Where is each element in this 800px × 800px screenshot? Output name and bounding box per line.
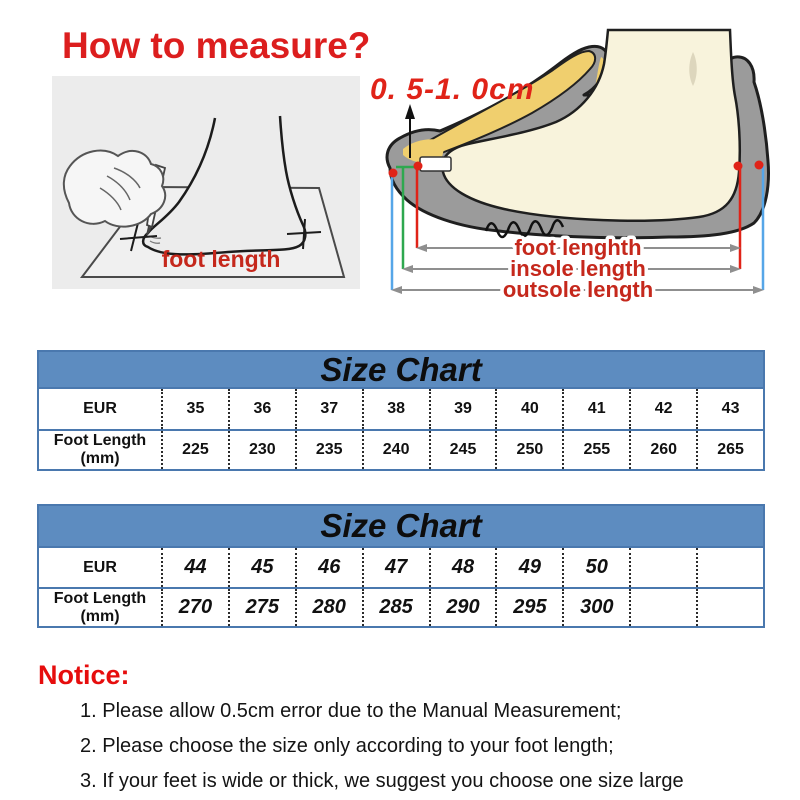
notice-item: 3. If your feet is wide or thick, we suggest you choose one size large bbox=[80, 770, 684, 792]
size-cell: 38 bbox=[362, 389, 429, 429]
insole-length-dimension-label: insole length bbox=[510, 256, 646, 281]
row-label: EUR bbox=[83, 558, 117, 576]
page-title: How to measure? bbox=[62, 25, 371, 66]
row-label: Foot Length (mm) bbox=[53, 432, 147, 467]
eur-row bbox=[39, 548, 763, 587]
size-cell: 44 bbox=[161, 548, 228, 587]
length-cell: 225 bbox=[161, 431, 228, 469]
size-cell: 42 bbox=[629, 389, 696, 429]
length-cell: 265 bbox=[696, 431, 763, 469]
notice-item: 1. Please allow 0.5cm error due to the Manual Measurement; bbox=[80, 700, 622, 722]
eur-row bbox=[39, 389, 763, 429]
outsole-length-dimension-label: outsole length bbox=[502, 277, 654, 302]
length-cell: 255 bbox=[562, 431, 629, 469]
foot-tracing-panel bbox=[52, 76, 360, 289]
length-cell: 245 bbox=[429, 431, 496, 469]
size-cell: 49 bbox=[495, 548, 562, 587]
size-cell: 46 bbox=[295, 548, 362, 587]
row-label: EUR bbox=[83, 400, 117, 418]
length-cell bbox=[696, 589, 763, 626]
length-cell bbox=[629, 589, 696, 626]
length-cell: 240 bbox=[362, 431, 429, 469]
foot-length-row bbox=[39, 587, 763, 626]
size-cell: 37 bbox=[295, 389, 362, 429]
size-cell: 40 bbox=[495, 389, 562, 429]
size-cell bbox=[629, 548, 696, 587]
notice-heading: Notice: bbox=[38, 660, 130, 690]
length-cell: 280 bbox=[295, 589, 362, 626]
size-cell: 43 bbox=[696, 389, 763, 429]
foot-length-row bbox=[39, 429, 763, 469]
size-cell: 39 bbox=[429, 389, 496, 429]
size-chart-2-header bbox=[39, 506, 763, 548]
length-cell: 295 bbox=[495, 589, 562, 626]
notice-list bbox=[80, 694, 684, 799]
size-chart-1-header bbox=[39, 352, 763, 389]
size-chart-table-1 bbox=[37, 350, 765, 471]
hand-icon bbox=[64, 151, 165, 227]
size-cell: 47 bbox=[362, 548, 429, 587]
size-chart-2-title: Size Chart bbox=[320, 507, 482, 544]
length-cell: 235 bbox=[295, 431, 362, 469]
length-cell: 285 bbox=[362, 589, 429, 626]
size-cell: 50 bbox=[562, 548, 629, 587]
length-cell: 260 bbox=[629, 431, 696, 469]
shoe-measurement-diagram bbox=[370, 0, 800, 310]
toe-gap-label: 0. 5-1. 0cm bbox=[370, 73, 535, 106]
size-cell: 35 bbox=[161, 389, 228, 429]
foot-length-caption: foot length bbox=[161, 246, 281, 272]
size-cell bbox=[696, 548, 763, 587]
length-cell: 250 bbox=[495, 431, 562, 469]
length-cell: 230 bbox=[228, 431, 295, 469]
notice-item: 2. Please choose the size only according to your foot length; bbox=[80, 735, 614, 757]
size-cell: 41 bbox=[562, 389, 629, 429]
length-cell: 275 bbox=[228, 589, 295, 626]
length-cell: 290 bbox=[429, 589, 496, 626]
size-cell: 48 bbox=[429, 548, 496, 587]
size-cell: 45 bbox=[228, 548, 295, 587]
toe-gap-box bbox=[420, 157, 451, 171]
length-cell: 270 bbox=[161, 589, 228, 626]
row-label: Foot Length (mm) bbox=[53, 589, 147, 625]
foot-length-dimension-label: foot lenghth bbox=[514, 235, 642, 260]
length-cell: 300 bbox=[562, 589, 629, 626]
size-cell: 36 bbox=[228, 389, 295, 429]
size-chart-1-title: Size Chart bbox=[320, 350, 482, 388]
size-chart-table-2 bbox=[37, 504, 765, 628]
